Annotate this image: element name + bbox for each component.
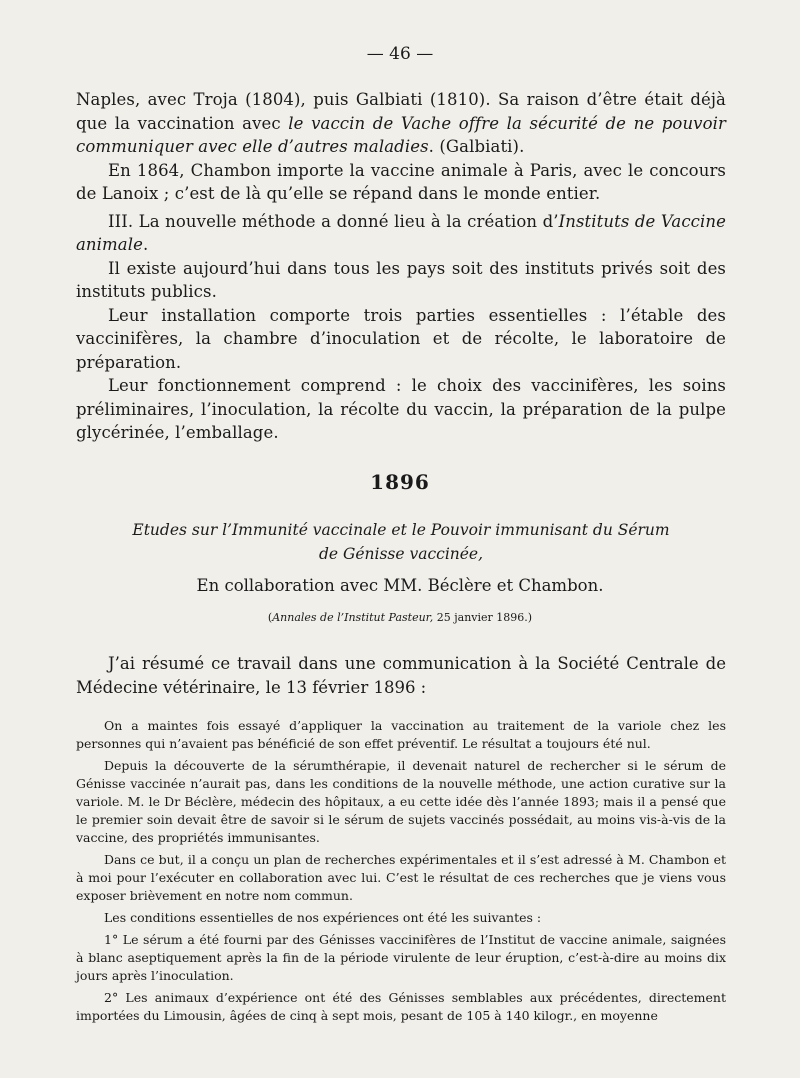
page-number: — 46 — [366,44,434,64]
title-line: de Génisse vaccinée, [318,545,484,563]
paragraph [76,88,726,159]
source-citation [0,611,800,624]
text-run: . (Galbiati). [428,137,525,156]
italic-run: Instituts de Vaccine animale [76,211,726,254]
journal-name: Annales de l’Institut Pasteur, [272,611,434,624]
paragraph: J’ai résumé ce travail dans une communication à la Société Centrale de Médecine vétérinaire, le 13 février 1896 : [76,654,726,697]
paragraph: En 1864, Chambon importe la vaccine animale à Paris, avec le concours de Lanoix ; c’est de là qu’elle se répand dans le monde entier. [76,160,726,203]
section-year: 1896 [370,470,430,494]
text-run: III. La nouvelle méthode a donné lieu à la création d’ [108,211,559,231]
paren: ( [267,611,273,624]
quoted-paragraph: 2° Les animaux d’expérience ont été des Génisses semblables aux précédentes, directement importées du Limousin, âgées de cinq à sept mois, pesant de 105 à 140 kilogr., en moyenne [76,990,726,1023]
paragraph: Il existe aujourd’hui dans tous les pays soit des instituts privés soit des instituts publics. [76,258,726,301]
paren: ) [527,611,533,624]
title-line: Etudes sur l’Immunité vaccinale et le Pouvoir immunisant du Sérum [132,521,670,539]
paragraph: Leur installation comporte trois parties essentielles : l’étable des vaccinifères, la chambre d’inoculation et de récolte, le laboratoire de préparation. [76,305,726,372]
section-title [76,518,726,566]
intro-paragraph [76,652,726,700]
source-date: 25 janvier 1896. [433,611,528,624]
italic-run: le vaccin de Vache offre la sécurité de ne pouvoir communiquer avec elle d’autres maladies [76,113,726,156]
body-text [76,88,726,445]
quoted-paragraph: Les conditions essentielles de nos expériences ont été les suivantes : [104,910,542,925]
quoted-paragraph: Depuis la découverte de la sérumthérapie, il devenait naturel de rechercher si le sérum de Génisse vaccinée n’aurait pas, dans les conditions de la nouvelle méthode, une action curative sur la variole. M. le Dr Béclère, médecin des hôpitaux, a eu cette idée dès l’année 1893; mais il a pensé que le premier soin devait être de savoir si le sérum de sujets vaccinés possédait, au moins vis-à-vis de la vaccine, des propriétés immunisantes. [76,758,726,845]
text-run: . [142,235,149,254]
collaboration-line: En collaboration avec MM. Béclère et Chambon. [196,576,604,595]
text-run: Naples, avec Troja (1804), puis Galbiati (1810). Sa raison d’être était déjà que la vaccination avec [76,90,726,133]
paragraph: Leur fonctionnement comprend : le choix des vaccinifères, les soins préliminaires, l’inoculation, la récolte du vaccin, la préparation de la pulpe glycérinée, l’emballage. [76,376,726,442]
quoted-paragraph: 1° Le sérum a été fourni par des Génisses vaccinifères de l’Institut de vaccine animale, saignées à blanc aseptiquement après la fin de la période virulente de leur éruption, c’est-à-dire au moins dix jours après l’inoculation. [76,932,726,983]
quoted-communication [76,717,726,1029]
paragraph [76,210,726,257]
quoted-paragraph: On a maintes fois essayé d’appliquer la vaccination au traitement de la variole chez les personnes qui n’avaient pas bénéficié de son effet préventif. Le résultat a toujours été nul. [76,718,726,751]
quoted-paragraph: Dans ce but, il a conçu un plan de recherches expérimentales et il s’est adressé à M. Chambon et à moi pour l’exécuter en collaboration avec lui. C’est le résultat de ces recherches que je viens vous exposer brièvement en notre nom commun. [76,852,726,903]
